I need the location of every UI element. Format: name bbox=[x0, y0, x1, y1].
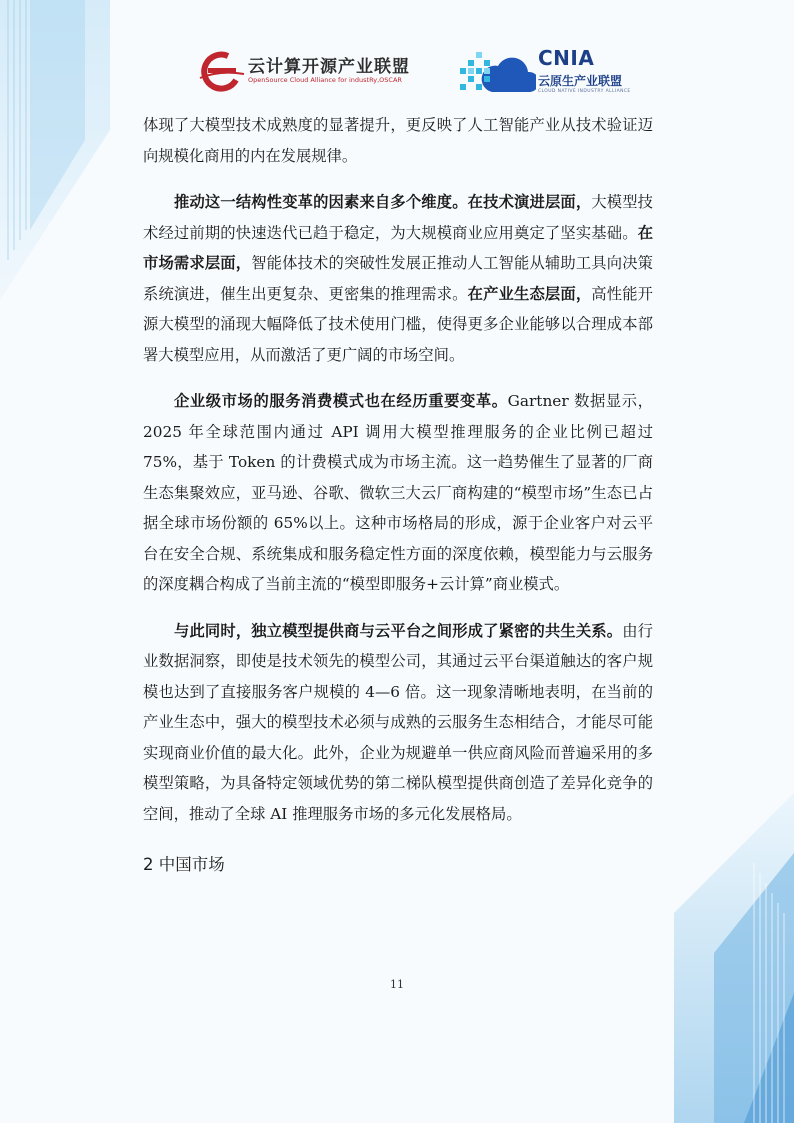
page-header bbox=[0, 44, 794, 100]
paragraph-2-text-1: 大模型技术经过前期的快速迭代已趋于稳定，为大规模商业应用奠定了坚实基础。 bbox=[143, 193, 653, 242]
paragraph-3-lead: 企业级市场的服务消费模式也在经历重要变革。 bbox=[174, 392, 508, 410]
paragraph-1: 体现了大模型技术成熟度的显著提升，更反映了人工智能产业从技术验证迈向规模化商用的内在发展规律。 bbox=[143, 116, 653, 165]
cnia-abbr: CNIA bbox=[538, 46, 595, 70]
paragraph-2-text-2: 智能体技术的突破性发展正推动人工智能从辅助工具向决策系统演进，催生出更复杂、更密集的推理需求。 bbox=[143, 254, 653, 303]
paragraph-2 bbox=[143, 187, 653, 370]
paragraph-4-lead: 与此同时，独立模型提供商与云平台之间形成了紧密的共生关系。 bbox=[174, 621, 623, 640]
paragraph-2-text-3: 高性能开源大模型的涌现大幅降低了技术使用门槛，使得更多企业能够以合理成本部署大模型应用，从而激活了更广阔的市场空间。 bbox=[143, 284, 653, 364]
paragraph-2-bold-2: 在市场需求层面， bbox=[143, 223, 653, 272]
paragraph-2-bold-3: 在产业生态层面， bbox=[467, 284, 592, 303]
paragraph-3 bbox=[143, 386, 653, 600]
oscar-name-cn: 云计算开源产业联盟 bbox=[248, 57, 410, 77]
bottom-right-decoration bbox=[674, 793, 794, 1123]
cnia-name-cn: 云原生产业联盟 bbox=[538, 74, 623, 88]
paragraph-4-text: 由行业数据洞察，即使是技术领先的模型公司，其通过云平台渠道触达的客户规模也达到了直接服务客户规模的 4—6 倍。这一现象清晰地表明，在当前的产业生态中，强大的模型技术必须与成熟的云服务生态相结合，才能尽可能实现商业价值的最大化。此外，企业为规避单一供应商风险而普遍采用的多模型策略，为具备特定领域优势的第二梯队模型提供商创造了差异化竞争的空间，推动了全球 AI 推理服务市场的多元化发展格局。 bbox=[143, 621, 653, 823]
page-number: 11 bbox=[390, 978, 404, 991]
paragraph-4 bbox=[143, 616, 653, 830]
cnia-name-en: CLOUD NATIVE INDUSTRY ALLIANCE bbox=[538, 89, 631, 94]
oscar-logo bbox=[198, 48, 438, 96]
cnia-logo bbox=[458, 44, 638, 100]
oscar-name-en: OpenSource Cloud Alliance for industRy,OSCAR bbox=[248, 76, 402, 84]
cloud-pixel-icon bbox=[458, 48, 536, 96]
paragraph-2-lead: 推动这一结构性变革的因素来自多个维度。在技术演进层面， bbox=[174, 193, 592, 211]
paragraph-3-text: Gartner 数据显示，2025 年全球范围内通过 API 调用大模型推理服务的企业比例已超过 75%，基于 Token 的计费模式成为市场主流。这一趋势催生了显著的厂商生态集聚效应，亚马逊、谷歌、微软三大云厂商构建的“模型市场”生态已占据全球市场份额的 65%以上。这种市场格局的形成，源于企业客户对云平台在安全合规、系统集成和服务稳定性方面的深度依赖，模型能力与云服务的深度耦合构成了当前主流的“模型即服务+云计算”商业模式。 bbox=[143, 392, 653, 593]
document-body bbox=[143, 110, 653, 875]
section-heading: 2 中国市场 bbox=[143, 855, 225, 874]
oscar-emblem-icon bbox=[198, 50, 246, 92]
